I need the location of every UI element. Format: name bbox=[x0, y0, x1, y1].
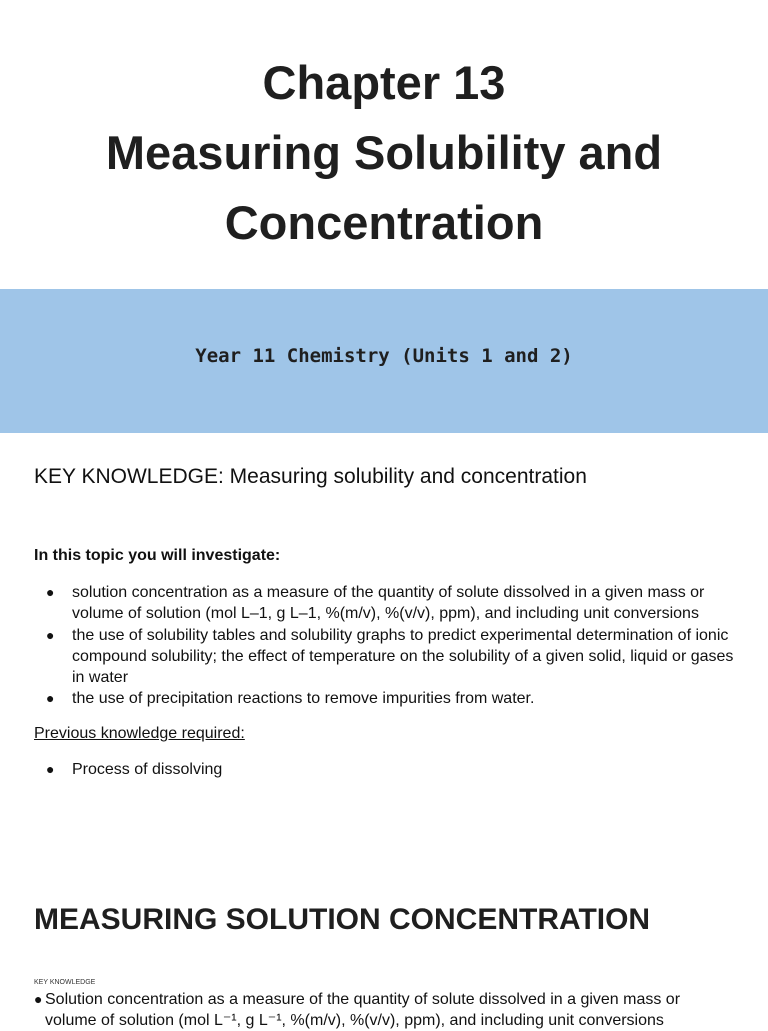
list-item-text: the use of precipitation reactions to remove impurities from water. bbox=[72, 690, 535, 708]
chapter-title-line-2: Measuring Solubility and bbox=[105, 126, 663, 179]
list-item-text: the use of solubility tables and solubility graphs to predict experimental determination of ionic compound solubility; the effect of temperature on the solubility of a given solid, liquid or gases in water bbox=[72, 626, 734, 687]
list-item bbox=[0, 582, 768, 625]
chapter-title bbox=[0, 48, 768, 258]
list-item bbox=[0, 759, 768, 780]
chapter-title-line-3: Concentration bbox=[224, 196, 544, 249]
previous-knowledge-list bbox=[0, 759, 768, 780]
list-item bbox=[0, 688, 768, 709]
bullet-icon: ● bbox=[46, 626, 55, 643]
section-bullet bbox=[34, 989, 734, 1031]
key-knowledge-heading: KEY KNOWLEDGE: Measuring solubility and concentration bbox=[34, 465, 587, 488]
list-item-text: Process of dissolving bbox=[72, 761, 223, 778]
course-banner bbox=[0, 289, 768, 433]
section-heading: MEASURING SOLUTION CONCENTRATION bbox=[34, 903, 651, 936]
section-key-knowledge-label: KEY KNOWLEDGE bbox=[34, 979, 96, 986]
chapter-title-line-1: Chapter 13 bbox=[262, 56, 506, 109]
previous-knowledge-heading: Previous knowledge required: bbox=[34, 725, 245, 742]
investigate-heading: In this topic you will investigate: bbox=[34, 547, 281, 564]
bullet-icon: ● bbox=[46, 761, 55, 777]
section-bullet-line-1: Solution concentration as a measure of the quantity of solute dissolved in a given mass or bbox=[45, 991, 681, 1008]
list-item bbox=[0, 625, 768, 689]
course-banner-text: Year 11 Chemistry (Units 1 and 2) bbox=[195, 345, 573, 367]
bullet-icon: ● bbox=[46, 584, 55, 600]
section-bullet-line-2: volume of solution (mol L⁻¹, g L⁻¹, %(m/v), %(v/v), ppm), and including unit conversions bbox=[45, 1012, 664, 1029]
bullet-icon: ● bbox=[46, 690, 55, 707]
bullet-icon: ● bbox=[34, 991, 43, 1007]
list-item-text: solution concentration as a measure of the quantity of solute dissolved in a given mass or volume of solution (mol L–1, g L–1, %(m/v), %(v/v), ppm), and including unit conversions bbox=[72, 584, 705, 623]
investigate-list bbox=[0, 582, 768, 710]
